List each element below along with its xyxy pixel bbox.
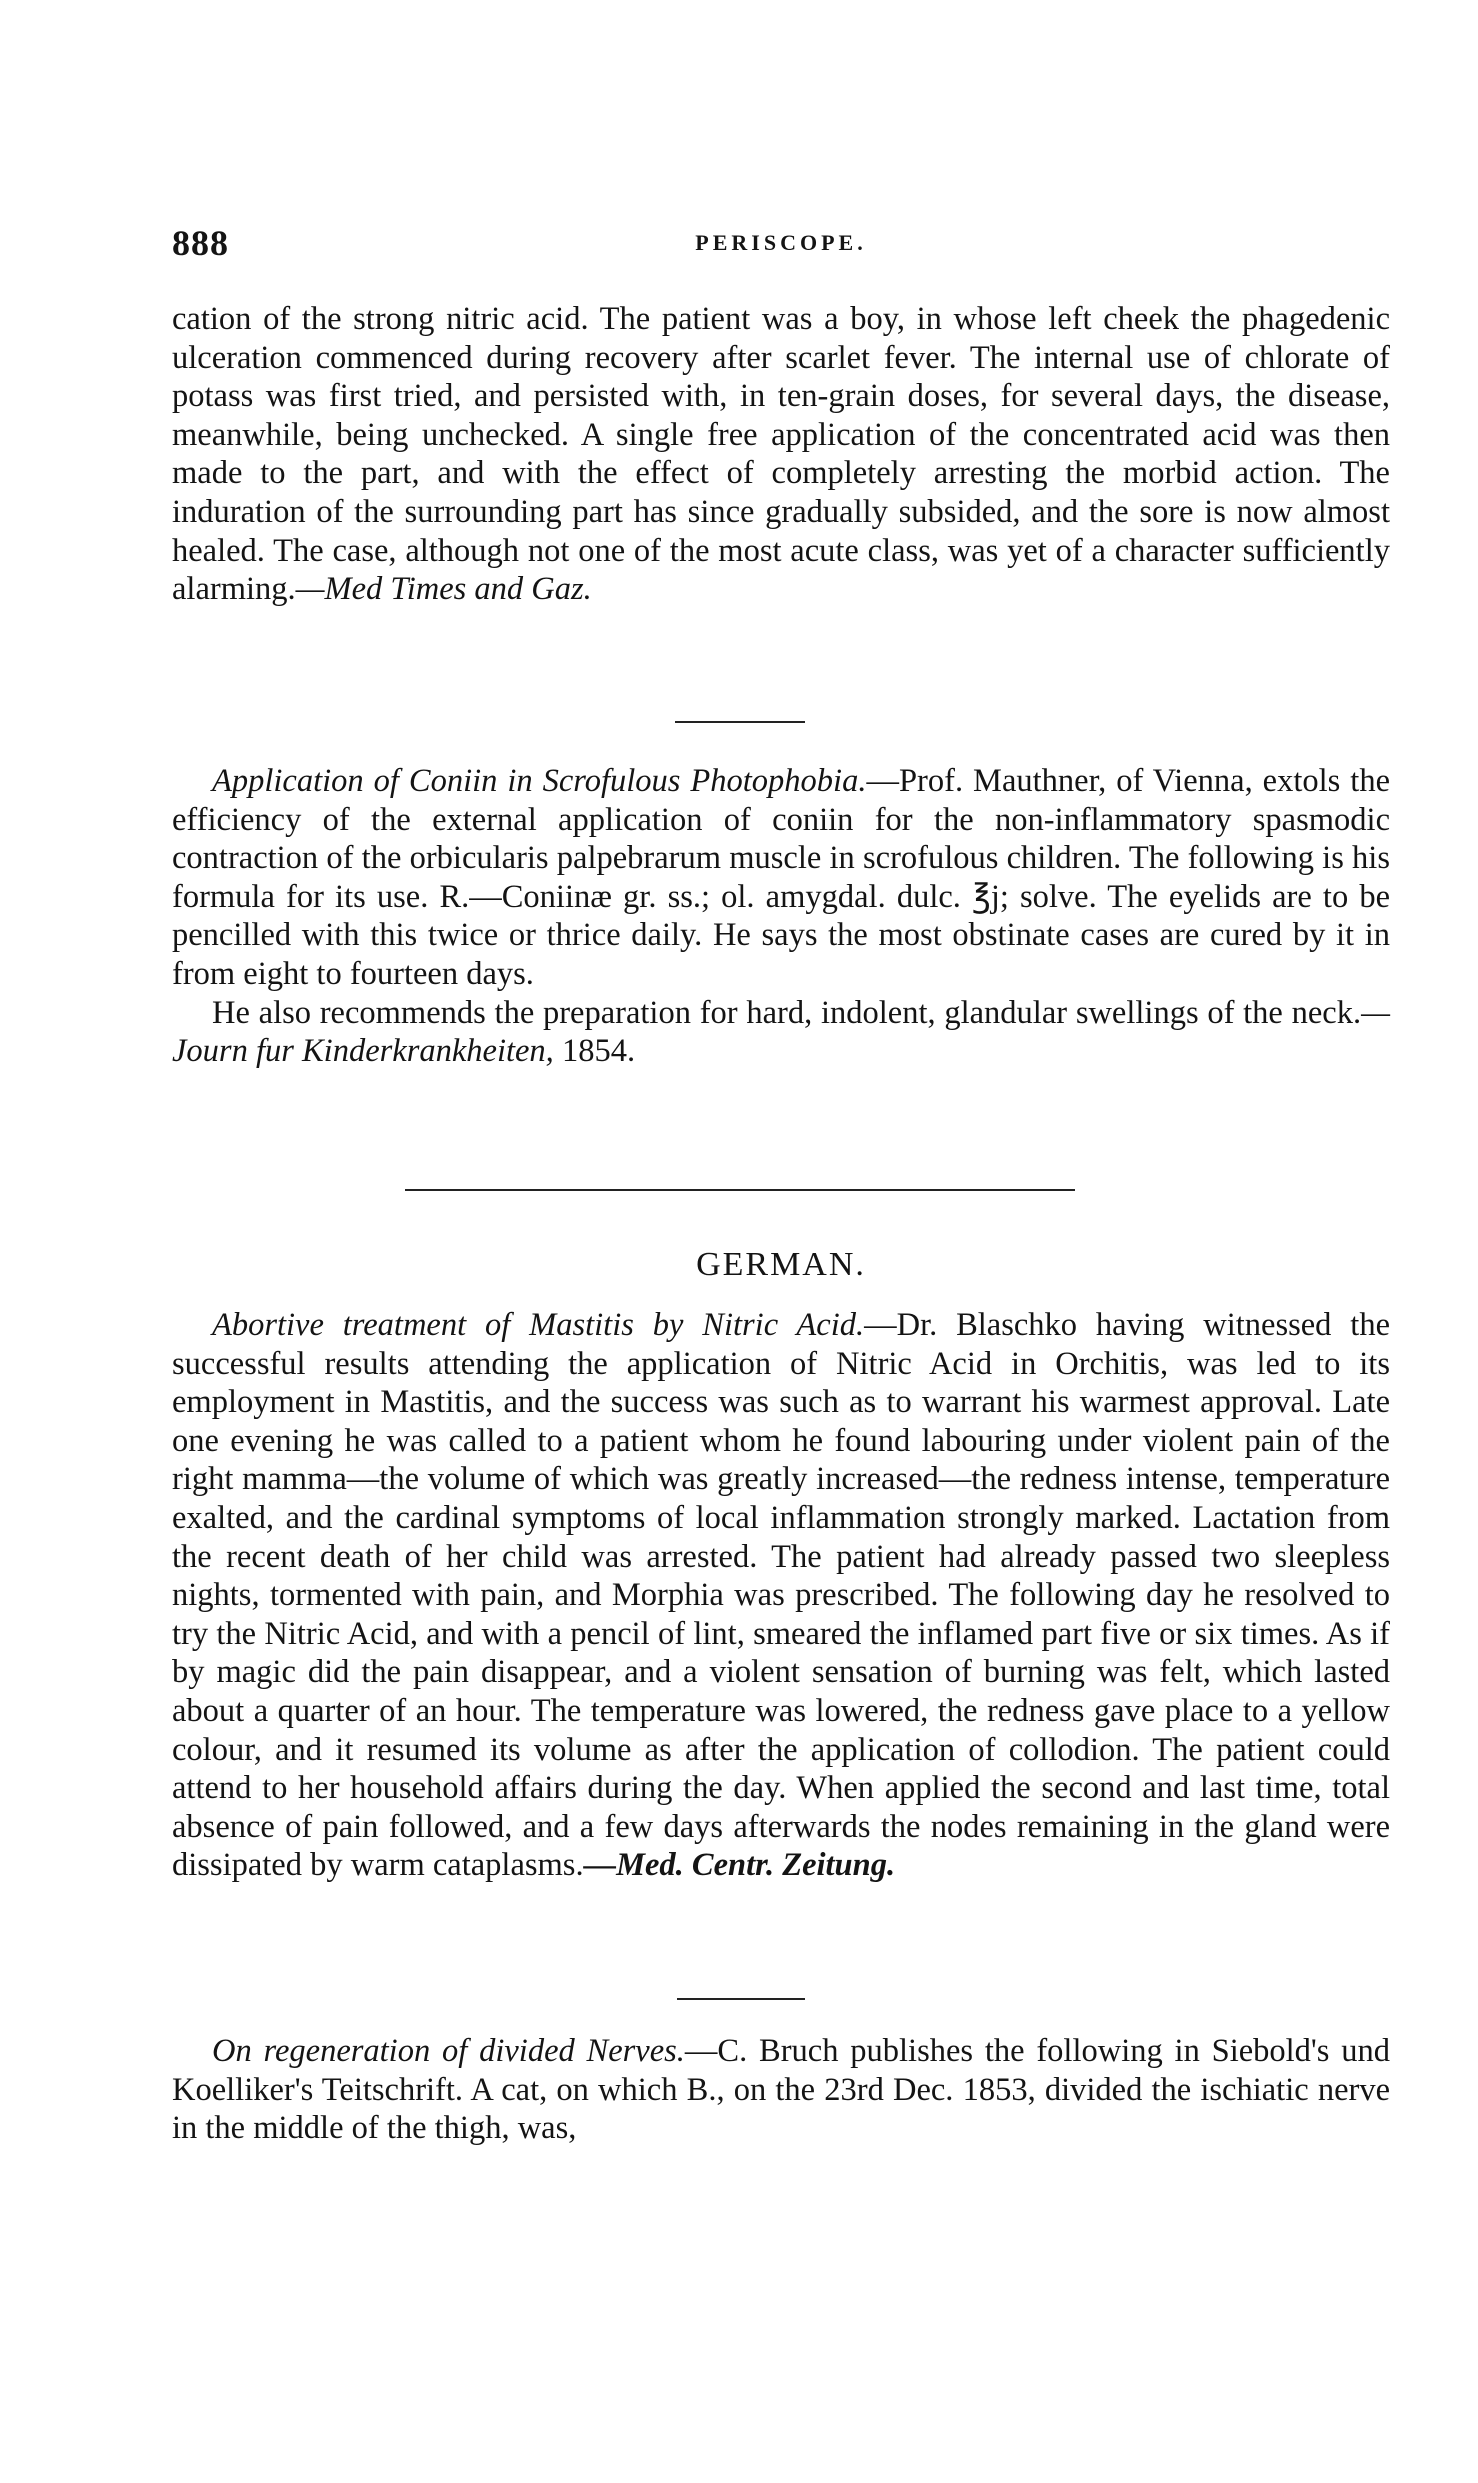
running-head: PERISCOPE.: [695, 230, 867, 255]
article-text-continued: He also recommends the preparation for hard, indolent, glandular swellings of the neck.: [212, 994, 1362, 1031]
article-text: —C. Bruch publishes the following in Siebold's und Koelliker's Teitschrift. A cat, on which B., on the 23rd Dec. 1853, divided the ischiatic nerve in the middle of the thigh, was,: [172, 2033, 1390, 2147]
section-heading: GERMAN.: [696, 1246, 866, 1283]
article-continuation: [172, 300, 1390, 609]
article-year: 1854.: [561, 1033, 636, 1070]
continuation-source: —Med Times and Gaz.: [295, 571, 592, 608]
article-title: On regeneration of divided Nerves.: [212, 2033, 685, 2069]
article-nerves: [172, 2032, 1390, 2148]
section-rule: [405, 1189, 1075, 1191]
article-title: Application of Coniin in Scrofulous Photophobia.: [212, 763, 867, 799]
article-title: Abortive treatment of Mastitis by Nitric Acid.: [212, 1307, 865, 1343]
article-text: —Prof. Mauthner, of Vienna, extols the efficiency of the external application of coniin for the non-inflammatory spasmodic contraction of the orbicularis palpebrarum muscle in scrofulous children. The following is his formula for its use. R.—Coniinæ gr. ss.; ol. amygdal. dulc. ℥j; solve. The eyelids are to be pencilled with this twice or thrice daily. He says the most obstinate cases are cured by it in from eight to fourteen days.: [172, 763, 1390, 992]
article-source: —Journ fur Kinderkrankheiten,: [172, 994, 1390, 1070]
article-text: —Dr. Blaschko having witnessed the successful results attending the application of Nitric Acid in Orchitis, was led to its employment in Mastitis, and the success was such as to warrant his warmest approval. Late one evening he was called to a patient whom he found labouring under violent pain of the right mamma—the volume of which was greatly increased—the redness intense, temperature exalted, and the cardinal symptoms of local inflammation strongly marked. Lactation from the recent death of her child was arrested. The patient had already passed two sleepless nights, tormented with pain, and Morphia was prescribed. The following day he resolved to try the Nitric Acid, and with a pencil of lint, smeared the inflamed part five or six times. As if by magic did the pain disappear, and a violent sensation of burning was felt, which lasted about a quarter of an hour. The temperature was lowered, the redness gave place to a yellow colour, and it resumed its volume as after the application of collodion. The patient could attend to her household affairs during the day. When applied the second and last time, total absence of pain followed, and a few days afterwards the nodes remaining in the gland were dissipated by warm cataplasms.: [172, 1307, 1390, 1884]
page-number: 888: [172, 223, 229, 263]
separator-rule: [677, 1998, 805, 2000]
article-coniin: [172, 762, 1390, 1071]
page-header: [172, 222, 1390, 272]
article-source: —Med. Centr. Zeitung.: [583, 1847, 896, 1884]
article-mastitis: [172, 1306, 1390, 1885]
separator-rule: [675, 721, 805, 723]
continuation-text: cation of the strong nitric acid. The patient was a boy, in whose left cheek the phagedenic ulceration commenced during recovery after scarlet fever. The internal use of chlorate of potass was first tried, and persisted with, in ten-grain doses, for several days, the disease, meanwhile, being unchecked. A single free application of the concentrated acid was then made to the part, and with the effect of completely arresting the morbid action. The induration of the surrounding part has since gradually subsided, and the sore is now almost healed. The case, although not one of the most acute class, was yet of a character sufficiently alarming.: [172, 301, 1390, 608]
